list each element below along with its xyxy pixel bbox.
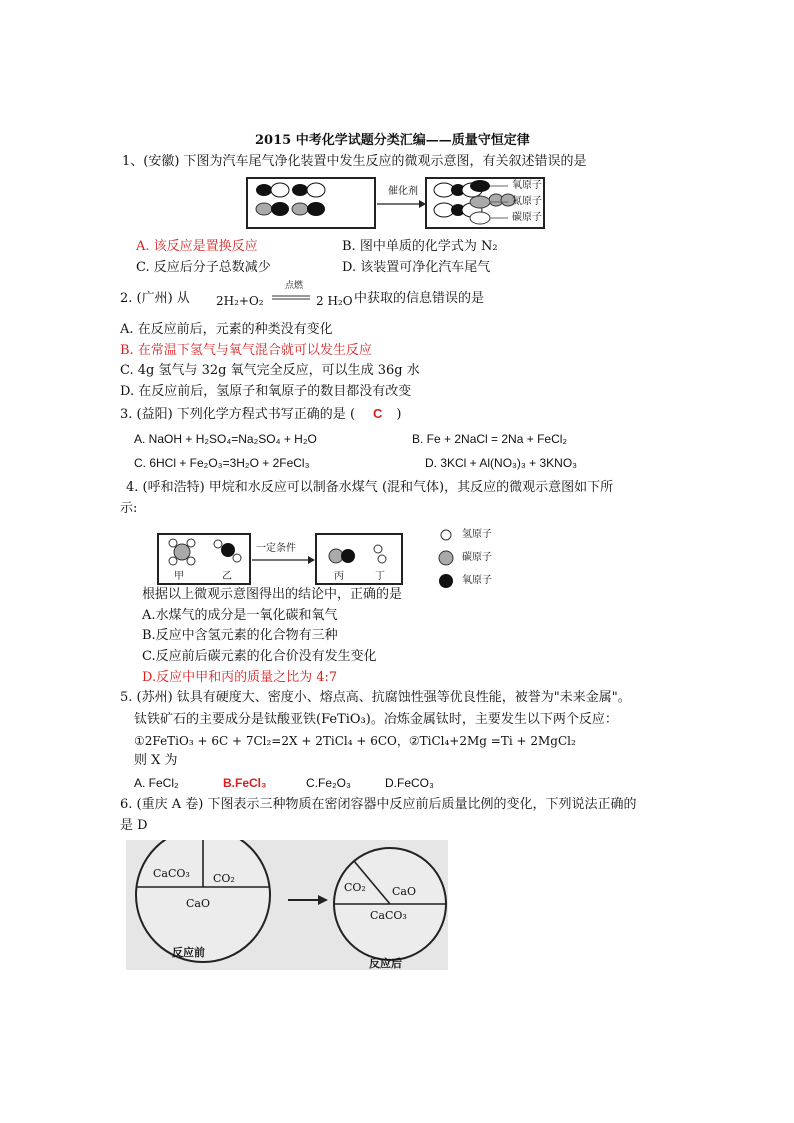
q5-option-a: A. FeCl₂ xyxy=(134,776,179,790)
q5-option-b: B.FeCl₃ xyxy=(223,776,267,790)
q4-option-b: B.反应中含氢元素的化合物有三种 xyxy=(142,628,338,643)
q3-option-b: B. Fe + 2NaCl = 2Na + FeCl₂ xyxy=(412,432,568,446)
q5-option-c: C.Fe₂O₃ xyxy=(306,776,351,790)
q4-option-d: D.反应中甲和丙的质量之比为 4:7 xyxy=(142,670,338,685)
q6-before-co2: CO₂ xyxy=(213,872,235,885)
q1-legend-oxygen: 氧原子 xyxy=(512,180,542,191)
q2-option-d: D. 在反应前后，氢原子和氧原子的数目都没有改变 xyxy=(120,384,412,399)
page-title: 2015 中考化学试题分类汇编——质量守恒定律 xyxy=(255,133,530,148)
q4-reaction-diagram xyxy=(156,530,406,590)
q6-caption-before: 反应前 xyxy=(172,946,205,959)
q4-label-ding: 丁 xyxy=(375,571,385,582)
q3-stem-text: 3. (益阳) 下列化学方程式书写正确的是 ( xyxy=(120,407,356,422)
q4-stem-line1: 4. (呼和浩特) 甲烷和水反应可以制备水煤气 (混和气体)，其反应的微观示意图如下所 xyxy=(126,480,614,495)
q5-stem-line1: 5. (苏州) 钛具有硬度大、密度小、熔点高、抗腐蚀性强等优良性能，被誉为"未来金属"。 xyxy=(120,690,631,705)
q2-stem-suffix: 中获取的信息错误的是 xyxy=(354,291,485,306)
q2-equation-condition: 点燃 xyxy=(285,281,304,291)
q4-legend-symbols xyxy=(434,526,458,590)
q5-stem-line3: ①2FeTiO₃ + 6C + 7Cl₂=2X + 2TiCl₄ + 6CO，②TiCl₄+2Mg =Ti + 2MgCl₂ xyxy=(134,734,576,748)
q2-equation-arrow xyxy=(270,293,314,303)
q6-after-caco3: CaCO₃ xyxy=(370,909,407,922)
q5-stem-line2: 钛铁矿石的主要成分是钛酸亚铁(FeTiO₃)。冶炼金属钛时，主要发生以下两个反应： xyxy=(134,712,618,727)
q4-stem-line2: 示: xyxy=(120,501,138,516)
q1-arrow-label: 催化剂 xyxy=(388,186,418,197)
q6-caption-after: 反应后 xyxy=(369,957,402,970)
q6-before-caco3: CaCO₃ xyxy=(153,867,190,880)
q1-legend-nitrogen: 氮原子 xyxy=(512,196,542,207)
q4-option-a: A.水煤气的成分是一氧化碳和氧气 xyxy=(142,608,338,623)
q1-legend-carbon: 碳原子 xyxy=(512,212,542,223)
q1-option-b: B. 图中单质的化学式为 N₂ xyxy=(342,239,498,254)
q1-option-c: C. 反应后分子总数减少 xyxy=(136,260,271,275)
q2-option-a: A. 在反应前后，元素的种类没有变化 xyxy=(120,322,333,337)
q3-option-d: D. 3KCl + Al(NO₃)₃ + 3KNO₃ xyxy=(425,456,578,470)
q4-legend-carbon: 碳原子 xyxy=(462,552,492,563)
q6-stem-line2: 是 D xyxy=(120,818,148,833)
q5-option-d: D.FeCO₃ xyxy=(385,776,434,790)
q2-stem-prefix: 2. (广州) 从 xyxy=(120,291,190,306)
q4-arrow-label: 一定条件 xyxy=(256,543,296,554)
q1-stem: 1、(安徽) 下图为汽车尾气净化装置中发生反应的微观示意图，有关叙述错误的是 xyxy=(122,154,587,169)
q4-option-c: C.反应前后碳元素的化合价没有发生变化 xyxy=(142,649,377,664)
q5-stem-line4: 则 X 为 xyxy=(134,753,178,768)
q3-answer: C xyxy=(373,406,383,421)
q4-legend-hydrogen: 氢原子 xyxy=(462,529,492,540)
q3-option-a: A. NaOH + H₂SO₄=Na₂SO₄ + H₂O xyxy=(134,432,317,446)
q1-legend-symbols xyxy=(468,178,512,226)
q6-stem-line1: 6. (重庆 A 卷) 下图表示三种物质在密闭容器中反应前后质量比例的变化，下列说法正确的 xyxy=(120,797,637,812)
q6-after-cao: CaO xyxy=(392,885,416,898)
q2-equation-left: 2H₂+O₂ xyxy=(216,294,264,308)
q2-option-c: C. 4g 氢气与 32g 氧气完全反应，可以生成 36g 水 xyxy=(120,363,420,378)
q4-lead: 根据以上微观示意图得出的结论中，正确的是 xyxy=(142,587,403,602)
q3-close: ) xyxy=(396,407,402,422)
q2-option-b: B. 在常温下氢气与氧气混合就可以发生反应 xyxy=(120,343,372,358)
q4-legend-oxygen: 氧原子 xyxy=(462,575,492,586)
q1-option-a: A. 该反应是置换反应 xyxy=(136,239,258,254)
q6-before-cao: CaO xyxy=(186,897,210,910)
q3-stem xyxy=(120,406,402,423)
q6-after-co2: CO₂ xyxy=(344,881,366,894)
q4-label-jia: 甲 xyxy=(174,571,184,582)
q2-equation-right: 2 H₂O xyxy=(316,294,353,308)
q4-label-yi: 乙 xyxy=(222,571,232,582)
q3-option-c: C. 6HCl + Fe₂O₃=3H₂O + 2FeCl₃ xyxy=(134,456,310,470)
q4-label-bing: 丙 xyxy=(334,571,344,582)
q1-option-d: D. 该装置可净化汽车尾气 xyxy=(342,260,491,275)
